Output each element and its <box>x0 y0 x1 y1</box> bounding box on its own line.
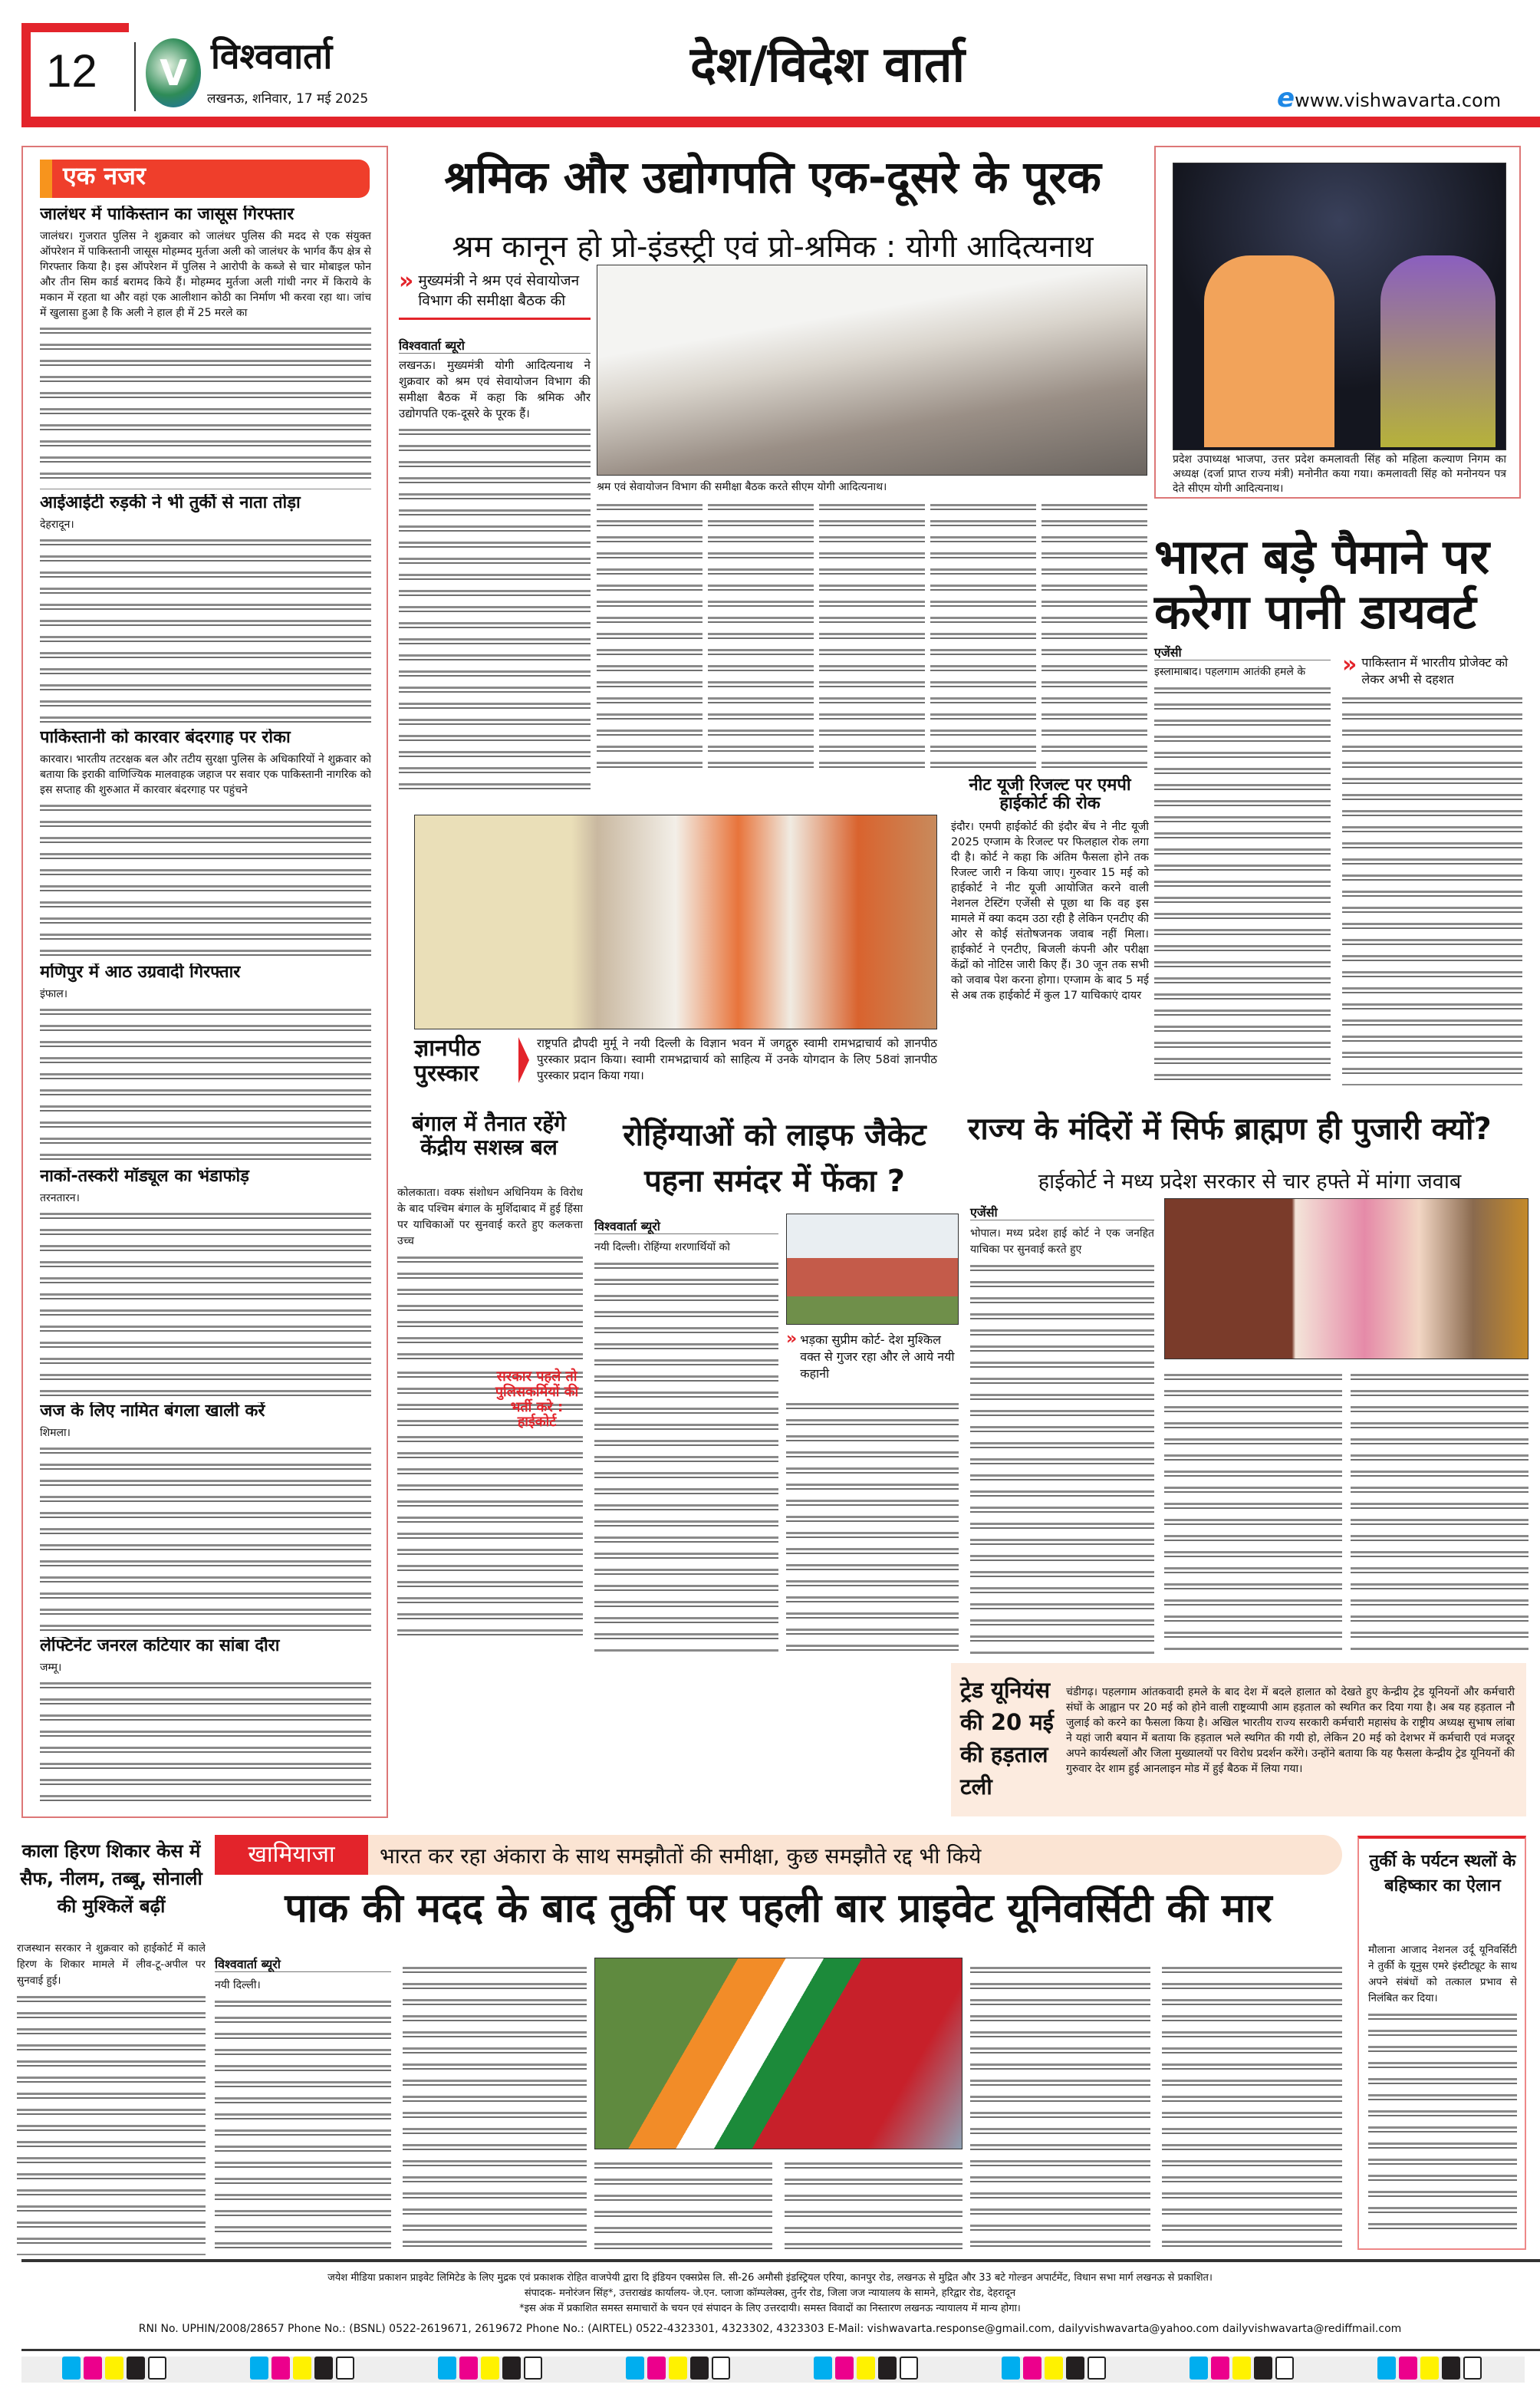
protest-photo <box>594 1958 962 2149</box>
turkey-body: नयी दिल्ली। <box>215 1978 391 2254</box>
rohingya-headline: रोहिंग्याओं को लाइफ जैकेट पहना समंदर में फेंका ? <box>623 1118 926 1199</box>
ek-nazar-item-title: लेफ्टिनेंट जनरल कटियार का सांबा दौरा <box>40 1637 280 1655</box>
double-chevron-icon: » <box>1342 651 1357 678</box>
turkey-body-cols2 <box>970 1960 1342 2254</box>
color-swatch <box>1399 2357 1417 2380</box>
ek-nazar-box <box>21 146 388 1818</box>
ek-nazar-item-title: नार्को-तस्करी मॉड्यूल का भंडाफोड़ <box>40 1168 249 1186</box>
cmyk-swatch-group <box>1377 2357 1485 2383</box>
cmyk-swatch-group <box>62 2357 169 2383</box>
color-swatch <box>293 2357 311 2380</box>
ek-nazar-item-text: तरनतारन। <box>40 1191 371 1398</box>
cmyk-swatch-group <box>626 2357 733 2383</box>
cmyk-swatch-group <box>1002 2357 1109 2383</box>
color-swatch <box>626 2357 644 2380</box>
color-swatch <box>1254 2357 1272 2380</box>
lead-photo <box>597 265 1147 476</box>
lead-subhead: श्रम कानून हो प्रो-इंडस्ट्री एवं प्रो-श्रमिक : योगी आदित्यनाथ <box>452 229 1094 265</box>
website-link[interactable]: ewww.vishwavarta.com <box>1277 83 1502 114</box>
bengal-body: कोलकाता। वक्फ संशोधन अधिनियम के विरोध के बाद पश्चिम बंगाल के मुर्शिदाबाद में हुई हिंसा पर याचिकाओं पर सुनवाई करते हुए कलकत्ता उच्च सरकार पहले तो पुलिसकर्मियों की भर्ती करे : हाईकोर्ट <box>397 1185 583 1645</box>
water-byline: एजेंसी <box>1154 646 1331 660</box>
ek-nazar-item-text: इंफाल। <box>40 986 371 1163</box>
pull-quote: सरकार पहले तो पुलिसकर्मियों की भर्ती करे : हाईकोर्ट <box>495 1368 579 1431</box>
color-swatch <box>669 2357 687 2380</box>
water-deck: » पाकिस्तान में भारतीय प्रोजेक्ट को लेकर अभी से दहशत <box>1342 651 1509 687</box>
color-swatch <box>84 2357 102 2380</box>
footer-line: *इस अंक में प्रकाशित समस्त समाचारों के चयन एवं संपादन के लिए उत्तरदायी। समस्त विवादों का निस्तारण लखनऊ न्यायालय में मान्य होगा। <box>519 2303 1021 2314</box>
ek-nazar-item <box>40 1637 371 1809</box>
color-swatch <box>314 2357 333 2380</box>
color-swatch <box>459 2357 478 2380</box>
rohingya-body: नयी दिल्ली। रोहिंग्या शरणार्थियों को <box>594 1240 778 1654</box>
bengal-headline: बंगाल में तैनात रहेंगे केंद्रीय सशस्त्र बल <box>412 1111 566 1160</box>
paper-name: विश्ववार्ता <box>211 35 333 77</box>
neet-headline: नीट यूजी रिजल्ट पर एमपी हाईकोर्ट की रोक <box>969 776 1131 814</box>
lead-byline: विश्ववार्ता ब्यूरो <box>399 339 591 354</box>
ek-nazar-item-text: कारवार। भारतीय तटरक्षक बल और तटीय सुरक्षा पुलिस के अधिकारियों ने शुक्रवार को बताया कि इराकी वाणिज्यिक मालवाहक जहाज पर सवार एक पाकिस्तानी नागरिक को इस सप्ताह की शुरुआत में कारवार बंदरगाह पर पहुंचने <box>40 752 371 959</box>
color-swatch <box>250 2357 268 2380</box>
jnanpith-label: ज्ञानपीठ पुरस्कार <box>414 1035 480 1087</box>
color-swatch <box>647 2357 666 2380</box>
top-right-caption: प्रदेश उपाध्यक्ष भाजपा, उत्तर प्रदेश कमलावती सिंह को महिला कल्याण निगम का अध्यक्ष (दर्जा प्राप्त राज्य मंत्री) मनोनीत कया गया। कमलावती सिंह को मनोनयन पत्र देते सीएम योगी आदित्यनाथ। <box>1173 453 1506 495</box>
color-swatch <box>1463 2357 1482 2380</box>
color-swatch <box>148 2357 166 2380</box>
color-swatch <box>1275 2357 1294 2380</box>
masthead <box>21 23 1540 127</box>
color-swatch <box>336 2357 354 2380</box>
cmyk-swatch-group <box>814 2357 921 2383</box>
ek-nazar-item <box>40 494 371 724</box>
ek-nazar-item <box>40 1402 371 1632</box>
water-body: इस्लामाबाद। पहलगाम आतंकी हमले के <box>1154 664 1331 1086</box>
turkey-byline: विश्ववार्ता ब्यूरो <box>215 1958 391 1972</box>
temple-subhead: हाईकोर्ट ने मध्य प्रदेश सरकार से चार हफ्ते में मांगा जवाब <box>1038 1170 1462 1194</box>
ek-nazar-item <box>40 963 371 1163</box>
color-swatch <box>524 2357 542 2380</box>
ek-nazar-item-text: शिमला। <box>40 1425 371 1632</box>
temple-byline: एजेंसी <box>970 1206 1154 1220</box>
cmyk-swatch-group <box>250 2357 357 2383</box>
top-right-photo-box <box>1154 146 1521 499</box>
lead-photo-caption: श्रम एवं सेवायोजन विभाग की समीक्षा बैठक करते सीएम योगी आदित्यनाथ। <box>597 481 887 493</box>
ek-nazar-item-title: जज के लिए नामित बंगला खाली करें <box>40 1402 265 1421</box>
temple-headline: राज्य के मंदिरों में सिर्फ ब्राह्मण ही पुजारी क्यों? <box>968 1112 1492 1147</box>
turkey-body-col2 <box>403 1960 587 2254</box>
jnanpith-caption: राष्ट्रपति द्रौपदी मुर्मू ने नयी दिल्ली के विज्ञान भवन में जगद्गुरु स्वामी रामभद्राचार्य को ज्ञानपीठ पुरस्कार प्रदान किया। स्वामी रामभद्राचार्य को साहित्य में उनके योगदान के लिए 58वां ज्ञानपीठ पुरस्कार प्रदान किया गया। <box>537 1036 937 1082</box>
double-chevron-icon: » <box>399 268 414 295</box>
color-swatch <box>1442 2357 1460 2380</box>
turkey-body-cols <box>594 2156 962 2254</box>
footer-contact: RNI No. UPHIN/2008/28657 Phone No.: (BSNL) 0522-2619671, 2619672 Phone No.: (AIRTEL) 0522-4323301, 4323302, 4323303 E-Mail: vishwavarta.response@gmail.com, dailyvishwavarta@yahoo.com dailyvishwavarta@rediffmail.com <box>138 2323 1402 2335</box>
color-swatch <box>105 2357 123 2380</box>
ek-nazar-item <box>40 729 371 959</box>
turkey-tourism-body: मौलाना आजाद नेशनल उर्दू यूनिवर्सिटी ने तुर्की के यूनुस एमरे इंस्टीट्यूट के साथ अपने संबंधों को तत्काल प्रभाव से निलंबित कर दिया। <box>1368 1942 1517 2241</box>
color-registration-bar <box>21 2357 1525 2383</box>
color-swatch <box>900 2357 918 2380</box>
blackbuck-headline: काला हिरण शिकार केस में सैफ, नीलम, तब्बू, सोनाली की मुश्किलें बढ़ीं <box>20 1840 202 1917</box>
red-triangle-icon <box>518 1037 529 1083</box>
ek-nazar-item <box>40 1168 371 1398</box>
lead-body: लखनऊ। मुख्यमंत्री योगी आदित्यनाथ ने शुक्रवार को श्रम एवं सेवायोजन विभाग की समीक्षा बैठक में कहा कि श्रमिक और उद्योगपति एक-दूसरे के पूरक हैं। <box>399 357 591 799</box>
ek-nazar-label: एक नजर <box>40 160 370 198</box>
rohingya-photo-caption: » भड़का सुप्रीम कोर्ट- देश मुश्किल वक्त से गुजर रहा और ले आये नयी कहानी <box>786 1329 955 1381</box>
temple-photo <box>1164 1198 1528 1359</box>
turkey-tourism-box <box>1357 1836 1526 2250</box>
color-swatch <box>1190 2357 1208 2380</box>
color-swatch <box>1023 2357 1041 2380</box>
color-swatch <box>878 2357 897 2380</box>
color-swatch <box>712 2357 730 2380</box>
ek-nazar-item-title: पाकिस्तानी को कारवार बंदरगाह पर रोका <box>40 729 291 747</box>
ek-nazar-item-text: देहरादून। <box>40 517 371 724</box>
color-swatch <box>1420 2357 1439 2380</box>
page-number: 12 <box>46 45 97 97</box>
water-body-col2 <box>1342 690 1522 1085</box>
double-chevron-icon: » <box>786 1329 798 1349</box>
color-swatch <box>1377 2357 1396 2380</box>
ek-nazar-item-title: मणिपुर में आठ उग्रवादी गिरफ्तार <box>40 963 241 982</box>
rohingya-body-col2 <box>786 1396 959 1653</box>
turkey-kicker: भारत कर रहा अंकारा के साथ समझौतों की समीक्षा, कुछ समझौते रद्द भी किये <box>380 1843 982 1869</box>
ek-nazar-item-text: जम्मू। <box>40 1660 371 1809</box>
footer-imprint <box>0 2271 1540 2337</box>
cmyk-swatch-group <box>1190 2357 1297 2383</box>
turkey-headline: पाक की मदद के बाद तुर्की पर पहली बार प्राइवेट यूनिवर्सिटी की मार <box>285 1886 1272 1932</box>
color-swatch <box>127 2357 145 2380</box>
paper-logo-icon: V <box>146 38 201 107</box>
footer-line: जयेश मीडिया प्रकाशन प्राइवेट लिमिटेड के लिए मुद्रक एवं प्रकाशक रोहित वाजपेयी द्वारा दि इंडियन एक्सप्रेस लि. सी-26 अमौसी इंडस्ट्रियल एरिया, कानपुर रोड, लखनऊ से मुद्रित और 33 बटे गोल्डन अपार्टमेंट, विधान सभा मार्ग लखनऊ से प्रकाशित। <box>327 2272 1213 2284</box>
color-swatch <box>438 2357 456 2380</box>
color-swatch <box>62 2357 81 2380</box>
turkey-tourism-headline: तुर्की के पर्यटन स्थलों के बहिष्कार का ऐलान <box>1369 1852 1516 1895</box>
color-swatch <box>1088 2357 1106 2380</box>
ek-nazar-item-title: जालंधर में पाकिस्तान का जासूस गिरफ्तार <box>40 206 295 224</box>
neet-body: इंदौर। एमपी हाईकोर्ट की इंदौर बेंच ने नीट यूजी 2025 एग्जाम के रिजल्ट पर फिलहाल रोक लगा दी है। कोर्ट ने कहा कि अंतिम फैसला होने तक रिजल्ट जारी न किया जाए। गुरुवार 15 मई को हाईकोर्ट ने नीट यूजी आयोजित करने वाली नेशनल टेस्टिंग एजेंसी से पूछा था कि वह इस मामले में क्या कदम उठा रही है लेकिन एनटीए की ओर से कोई संतोषजनक जवाब नहीं मिला। हाईकोर्ट ने एनटीए, बिजली कंपनी और परीक्षा केंद्रों को नोटिस जारी किए हैं। 30 जून तक सभी को जवाब पेश करना होगा। एग्जाम के बाद 5 मई से अब तक हाईकोर्ट में कुल 17 याचिकाएं दायर <box>951 821 1149 1002</box>
temple-body: भोपाल। मध्य प्रदेश हाई कोर्ट ने एक जनहित याचिका पर सुनवाई करते हुए <box>970 1226 1154 1655</box>
color-swatch <box>1211 2357 1229 2380</box>
cmyk-swatch-group <box>438 2357 545 2383</box>
ek-nazar-item-title: आईआईटी रुड़की ने भी तुर्की से नाता तोड़ा <box>40 494 301 512</box>
color-swatch <box>690 2357 709 2380</box>
lead-deck: » मुख्यमंत्री ने श्रम एवं सेवायोजन विभाग की समीक्षा बैठक की <box>399 270 591 320</box>
blackbuck-body: राजस्थान सरकार ने शुक्रवार को हाईकोर्ट में काले हिरण के शिकार मामले में लीव-टू-अपील पर सुनवाई हुई। <box>17 1941 206 2255</box>
supreme-court-photo <box>786 1214 959 1325</box>
lead-headline: श्रमिक और उद्योगपति एक-दूसरे के पूरक <box>444 151 1101 203</box>
ek-nazar-item <box>40 206 371 489</box>
color-swatch <box>835 2357 854 2380</box>
rohingya-byline: विश्ववार्ता ब्यूरो <box>594 1220 778 1234</box>
color-swatch <box>481 2357 499 2380</box>
ek-nazar-item-text: जालंधर। गुजरात पुलिस ने शुक्रवार को जालंधर पुलिस की मदद से एक संयुक्त ऑपरेशन में पाकिस्तानी जासूस मोहम्मद मुर्तजा अली को जालंधर के भार्गव कैंप क्षेत्र से गिरफ्तार किया है। इस ऑपरेशन में पुलिस ने आरोपी के कब्जे से चार मोबाइल फोन और तीन सिम कार्ड बरामद किये हैं। मोहम्मद मुर्तजा अली गांधी नगर में किराये के मकान में रहता था और वहां एक आलीशान कोठी का निर्माण भी करवा रहा था। जांच में खुलासा हुआ है कि अली ने हाल ही में 25 मरले का <box>40 229 371 489</box>
browser-e-icon: e <box>1277 83 1295 114</box>
yogi-photo <box>1173 163 1506 450</box>
color-swatch <box>1045 2357 1063 2380</box>
color-swatch <box>271 2357 290 2380</box>
trade-union-box <box>951 1663 1526 1816</box>
footer-line: संपादक- मनोरंजन सिंह*, उत्तराखंड कार्यालय- जे.एन. प्लाजा कॉम्पलेक्स, तुर्नर रोड, जिला जज न्यायालय के सामने, हरिद्वार रोड, देहरादून <box>524 2287 1016 2299</box>
turkey-kicker-bar <box>215 1835 1342 1875</box>
color-swatch <box>857 2357 875 2380</box>
trade-union-headline: ट्रेड यूनियंस की 20 मई की हड़ताल टली <box>960 1677 1054 1800</box>
lead-body-columns <box>597 497 1147 773</box>
color-swatch <box>502 2357 521 2380</box>
section-title: देश/विदेश वार्ता <box>690 37 966 94</box>
trade-union-body: चंडीगढ़। पहलगाम आंतकवादी हमले के बाद देश में बदले हालात को देखते हुए केन्द्रीय ट्रेड यूनियनों और कर्मचारी संघों के आह्वान पर 20 मई को होने वाली राष्ट्रव्यापी आम हड़ताल को स्थगित कर दिया गया है। अब यह हड़ताल नौ जुलाई को करने का फैसला किया है। अखिल भारतीय राज्य सरकारी कर्मचारी महासंघ के राष्ट्रीय अध्यक्ष सुभाष लांबा ने यहां जारी बयान में बताया कि हड़ताल भले स्थगित की गयी हो, लेकिन 20 मई को देशभर में कर्मचारी एवं मजदूर अपने कार्यस्थलों और जिला मुख्यालयों पर विरोध प्रदर्शन करेंगे। उन्होंने बताया कि यह फैसला केन्द्रीय ट्रेड यूनियनों की गुरुवार देर शाम हुई आनलाइन मोड में हुई बैठक में लिया गया। <box>1066 1686 1515 1775</box>
color-swatch <box>1232 2357 1251 2380</box>
turkey-tag: खामियाजा <box>215 1835 368 1875</box>
color-swatch <box>814 2357 832 2380</box>
jnanpith-photo <box>414 815 937 1029</box>
color-swatch <box>1066 2357 1084 2380</box>
color-swatch <box>1002 2357 1020 2380</box>
dateline: लखनऊ, शनिवार, 17 मई 2025 <box>207 91 369 107</box>
temple-body-cols <box>1164 1367 1528 1651</box>
water-headline: भारत बड़े पैमाने पर करेगा पानी डायवर्ट <box>1154 529 1490 640</box>
